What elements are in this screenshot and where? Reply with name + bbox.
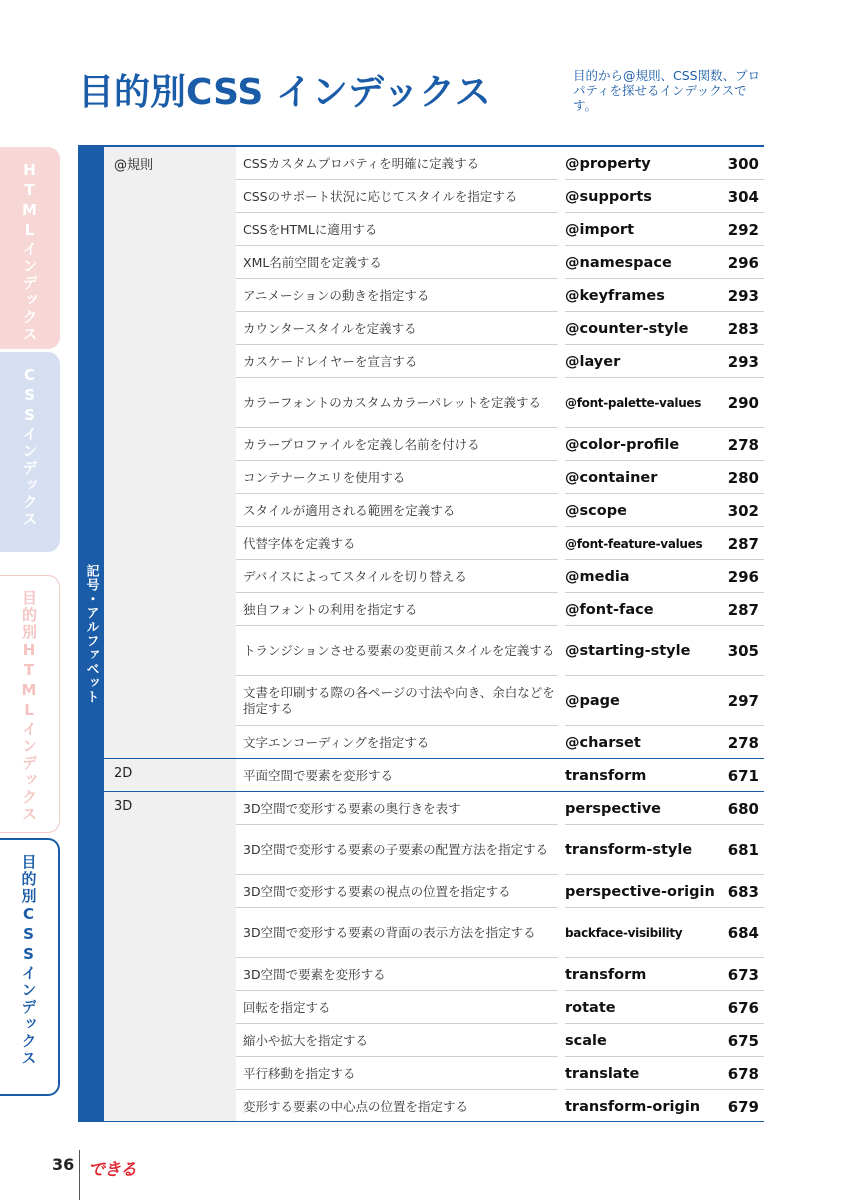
row-description: トランジションさせる要素の変更前スタイルを定義する [243, 643, 555, 658]
row-description: デバイスによってスタイルを切り替える [243, 568, 467, 584]
row-property: @keyframes [565, 287, 665, 304]
row-property: scale [565, 1032, 607, 1049]
index-row[interactable] [236, 494, 764, 527]
row-description: 独自フォントの利用を指定する [243, 601, 418, 617]
row-page-number: 287 [727, 534, 759, 553]
category-band [78, 147, 104, 1121]
index-row[interactable] [236, 461, 764, 494]
row-page-number: 671 [727, 766, 759, 785]
group-cell [104, 792, 236, 1123]
row-property: @layer [565, 353, 621, 370]
row-description: CSSをHTMLに適用する [243, 221, 378, 237]
row-page-number: 287 [727, 600, 759, 619]
row-property: perspective-origin [565, 883, 715, 900]
row-page-number: 296 [727, 253, 759, 272]
row-description: 平面空間で要素を変形する [243, 767, 394, 783]
index-row[interactable] [236, 875, 764, 908]
tab-purpose-css-index-label: 目的別CSSインデックス [19, 854, 38, 1067]
row-page-number: 280 [727, 468, 759, 487]
index-row[interactable] [236, 1057, 764, 1090]
row-page-number: 278 [727, 733, 759, 752]
row-property: @import [565, 221, 635, 238]
index-table [78, 145, 764, 1122]
index-row[interactable] [236, 908, 764, 958]
row-property: @font-feature-values [565, 536, 703, 551]
row-property: @counter-style [565, 320, 689, 337]
row-property: @page [565, 693, 620, 709]
row-property: transform-style [565, 842, 693, 858]
tab-html-index[interactable] [0, 147, 60, 349]
group-divider [104, 791, 764, 792]
page-number: 36 [52, 1155, 75, 1174]
group-cell [104, 759, 236, 792]
row-description: XML名前空間を定義する [243, 254, 382, 270]
index-row[interactable] [236, 593, 764, 626]
index-row[interactable] [236, 378, 764, 428]
page-title: 目的別CSS インデックス [78, 72, 491, 113]
row-description: 3D空間で変形する要素の背面の表示方法を指定する [243, 925, 536, 940]
row-page-number: 684 [727, 924, 759, 942]
row-page-number: 304 [727, 187, 759, 206]
index-row[interactable] [236, 958, 764, 991]
row-description: CSSのサポート状況に応じてスタイルを指定する [243, 188, 518, 204]
row-page-number: 683 [727, 882, 759, 901]
group-divider [104, 758, 764, 759]
row-description: カラーフォントのカスタムカラーパレットを定義する [243, 395, 542, 410]
row-page-number: 283 [727, 319, 759, 338]
index-row[interactable] [236, 1024, 764, 1057]
tab-purpose-html-index[interactable] [0, 575, 60, 833]
row-property: transform [565, 767, 647, 784]
row-page-number: 293 [727, 352, 759, 371]
row-description: 3D空間で変形する要素の子要素の配置方法を指定する [243, 842, 549, 857]
index-row[interactable] [236, 428, 764, 461]
tab-css-index-label: CSSインデックス [20, 366, 39, 528]
row-description: 平行移動を指定する [243, 1065, 356, 1081]
row-description: 回転を指定する [243, 999, 331, 1015]
row-page-number: 679 [727, 1097, 759, 1116]
index-row[interactable] [236, 147, 764, 180]
index-row[interactable] [236, 180, 764, 213]
row-page-number: 675 [727, 1031, 759, 1050]
index-row[interactable] [236, 759, 764, 792]
row-page-number: 292 [727, 220, 759, 239]
row-property: translate [565, 1065, 640, 1082]
row-page-number: 681 [727, 841, 759, 859]
category-label: 記号・アルファベット [83, 564, 99, 704]
tab-purpose-html-index-label: 目的別HTMLインデックス [20, 590, 38, 823]
footer-divider [79, 1150, 80, 1200]
group-label: 3D [114, 799, 133, 814]
index-row[interactable] [236, 726, 764, 759]
row-page-number: 302 [727, 501, 759, 520]
row-description: 変形する要素の中心点の位置を指定する [243, 1098, 469, 1114]
row-property: @font-palette-values [565, 396, 702, 410]
row-property: @namespace [565, 254, 672, 271]
row-property: rotate [565, 999, 616, 1016]
row-page-number: 300 [727, 154, 759, 173]
row-property: backface-visibility [565, 926, 683, 940]
row-page-number: 278 [727, 435, 759, 454]
row-description: 文字エンコーディングを指定する [243, 734, 430, 750]
row-page-number: 296 [727, 567, 759, 586]
group-label: @規則 [114, 158, 154, 173]
row-property: @property [565, 155, 651, 172]
row-description: 代替字体を定義する [243, 535, 356, 551]
row-description: 3D空間で変形する要素の奥行きを表す [243, 800, 461, 816]
index-row[interactable] [236, 825, 764, 875]
row-description: 3D空間で要素を変形する [243, 966, 386, 982]
index-row[interactable] [236, 527, 764, 560]
row-page-number: 680 [727, 799, 759, 818]
group-cell [104, 147, 236, 759]
row-property: @scope [565, 502, 627, 519]
tab-css-index[interactable] [0, 352, 60, 552]
row-description: カラープロファイルを定義し名前を付ける [243, 436, 480, 452]
group-label: 2D [114, 766, 133, 781]
index-row[interactable] [236, 213, 764, 246]
index-row[interactable] [236, 991, 764, 1024]
index-row[interactable] [236, 312, 764, 345]
publisher-logo: できる [88, 1160, 136, 1180]
row-page-number: 297 [727, 692, 759, 710]
index-row[interactable] [236, 560, 764, 593]
tab-html-index-label: HTMLインデックス [20, 161, 39, 343]
row-description: コンテナークエリを使用する [243, 469, 406, 485]
row-page-number: 678 [727, 1064, 759, 1083]
index-row[interactable] [236, 676, 764, 726]
row-property: @color-profile [565, 436, 680, 453]
row-property: @starting-style [565, 643, 691, 659]
row-property: transform-origin [565, 1098, 701, 1115]
row-description: カウンタースタイルを定義する [243, 320, 417, 336]
row-property: @font-face [565, 601, 654, 618]
row-description: カスケードレイヤーを宣言する [243, 353, 418, 369]
row-property: @charset [565, 734, 641, 751]
row-description: 文書を印刷する際の各ページの寸法や向き、余白などを指定する [243, 685, 555, 716]
row-property: @media [565, 568, 630, 585]
row-page-number: 676 [727, 998, 759, 1017]
row-page-number: 290 [727, 394, 759, 412]
index-row[interactable] [236, 792, 764, 825]
index-row[interactable] [236, 1090, 764, 1123]
group-column [104, 147, 236, 1121]
index-row[interactable] [236, 246, 764, 279]
row-page-number: 673 [727, 965, 759, 984]
index-row[interactable] [236, 626, 764, 676]
row-description: 3D空間で変形する要素の視点の位置を指定する [243, 883, 511, 899]
row-description: 縮小や拡大を指定する [243, 1032, 369, 1048]
tab-purpose-css-index[interactable] [0, 838, 60, 1096]
index-row[interactable] [236, 279, 764, 312]
row-property: @container [565, 469, 658, 486]
index-row[interactable] [236, 345, 764, 378]
page-subtitle: 目的から@規則、CSS関数、プロパティを探せるインデックスです。 [573, 68, 761, 113]
row-page-number: 305 [727, 642, 759, 660]
row-description: CSSカスタムプロパティを明確に定義する [243, 155, 480, 171]
row-description: アニメーションの動きを指定する [243, 287, 430, 303]
row-property: perspective [565, 800, 661, 817]
row-property: transform [565, 966, 647, 983]
row-page-number: 293 [727, 286, 759, 305]
row-property: @supports [565, 188, 652, 205]
index-rows [236, 147, 764, 1123]
row-description: スタイルが適用される範囲を定義する [243, 502, 456, 518]
